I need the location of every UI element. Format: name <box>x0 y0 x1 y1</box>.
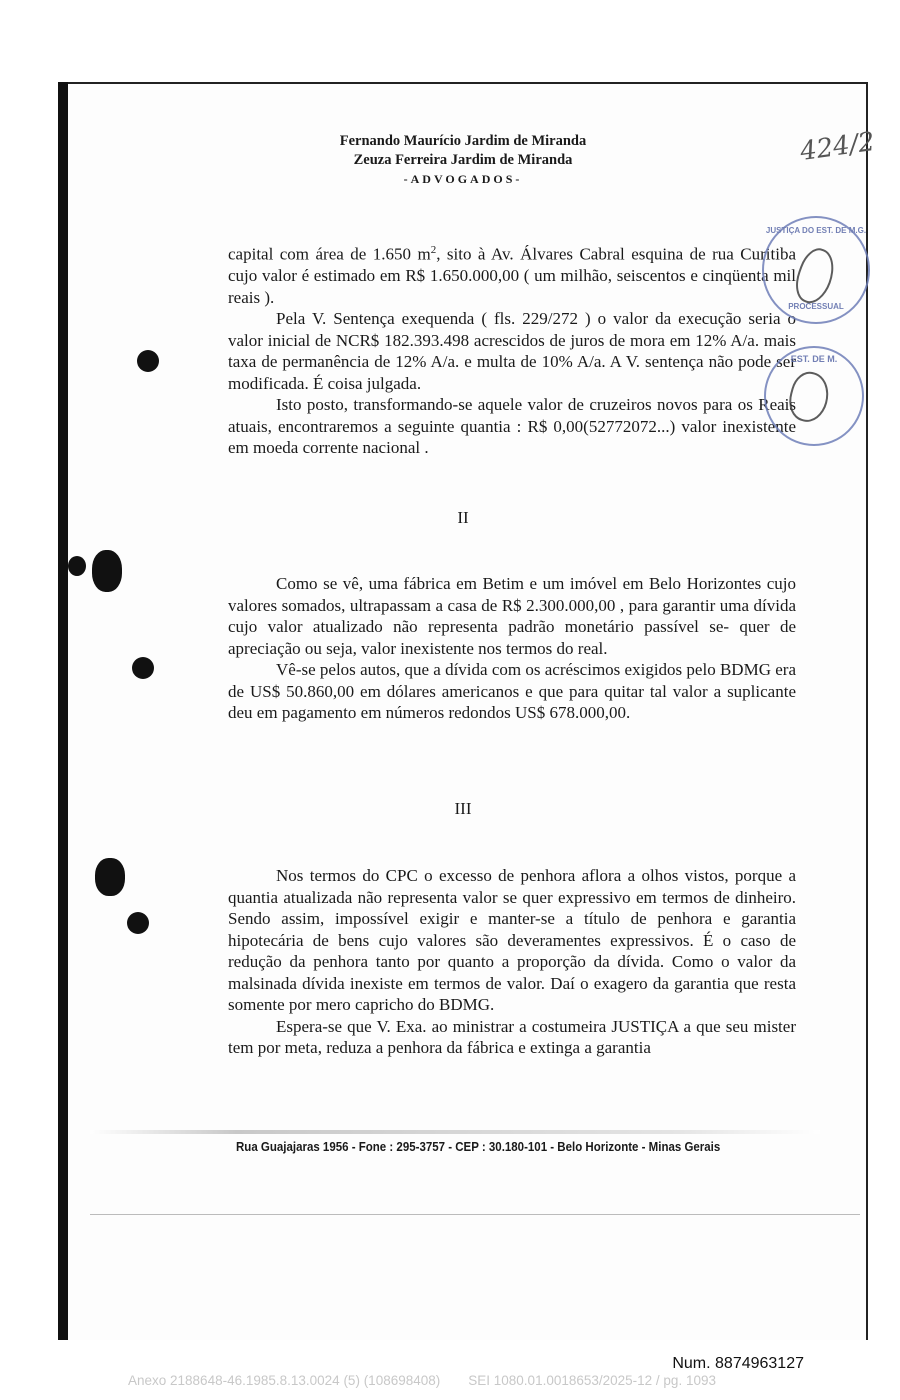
lawyer-name-2: Zeuza Ferreira Jardim de Miranda <box>353 152 573 168</box>
punch-hole <box>95 858 125 896</box>
court-seal-stamp: JUSTIÇA DO EST. DE M.G. PROCESSUAL <box>762 216 870 324</box>
document-number: Num. 8874963127 <box>672 1355 804 1372</box>
footer-divider <box>90 1214 860 1215</box>
document-reference <box>128 1373 716 1388</box>
page-left-edge <box>58 82 68 1340</box>
section-numeral-ii: II <box>457 508 469 527</box>
lawyer-name-1: Fernando Maurício Jardim de Miranda <box>339 133 587 149</box>
punch-hole <box>68 556 86 576</box>
footer-divider <box>90 1130 820 1134</box>
section-1 <box>228 240 796 459</box>
paragraph: Como se vê, uma fábrica em Betim e um imóvel em Belo Horizontes cujo valores somados, ultrapassam a casa de R$ 2.300.000,00 , para garantir uma dívida cujo valor atualizado não representa padrão monetário passível se- quer de apreciação ou seja, valor inexistente nos termos do real. <box>228 574 796 658</box>
court-seal-stamp: EST. DE M. <box>764 346 864 446</box>
paragraph: Pela V. Sentença exequenda ( fls. 229/272 ) o valor da execução seria o valor inicial de NCR$ 182.393.498 acrescidos de juros de mora em 12% A/a. mais taxa de permanência de 12% A/a. e multa de 10% A/a. A V. sentença não pode ser modificada. É coisa julgada. <box>228 309 796 393</box>
punch-hole <box>92 550 122 592</box>
punch-hole <box>127 912 149 934</box>
paragraph: Espera-se que V. Exa. ao ministrar a costumeira JUSTIÇA a que seu mister tem por meta, reduza a penhora da fábrica e extinga a garantia <box>228 1016 796 1057</box>
section-2 <box>228 573 796 724</box>
paragraph: Nos termos do CPC o excesso de penhora aflora a olhos vistos, porque a quantia atualizada não representa valor se quer expressivo em termos de dinheiro. Sendo assim, impossível exigir e manter-se a título de penhora e garantia hipotecária de bens cujo valores são deveramentes expressivos. É o caso de redução da penhora tanto por quanto a proporção da dívida. Como o valor da malsinada dívida inexiste em termos de valor. Daí o exagero da garantia que resta somente por mero capricho do BDMG. <box>228 866 796 1014</box>
footer-address: Rua Guajajaras 1956 - Fone : 295-3757 - CEP : 30.180-101 - Belo Horizonte - Minas Gerais <box>236 1140 721 1154</box>
anexo-reference: Anexo 2188648-46.1985.8.13.0024 (5) (108698408) <box>128 1373 441 1388</box>
lawyers-title: -ADVOGADOS- <box>403 172 523 186</box>
section-numeral-iii: III <box>454 799 472 818</box>
handwritten-page-number: 424/2 <box>798 126 877 168</box>
paragraph: Isto posto, transformando-se aquele valor de cruzeiros novos para os Reais atuais, encontraremos a seguinte quantia : R$ 0,00(52772072...) valor inexistente em moeda corrente nacional . <box>228 395 796 458</box>
letterhead <box>58 132 868 188</box>
section-3 <box>228 865 796 1059</box>
paragraph: Vê-se pelos autos, que a dívida com os acréscimos exigidos pelo BDMG era de US$ 50.860,00 em dólares americanos e que para quitar tal valor a suplicante deu em pagamento em números redondos US$ 678.000,00. <box>228 660 796 722</box>
paragraph: capital com área de 1.650 $m^2$, sito à Av. Álvares Cabral esquina de rua Curitiba cujo valor é estimado em R$ 1.650.000,00 ( um milhão, seiscentos e cinqüenta mil reais ). <box>228 244 797 307</box>
sei-reference: SEI 1080.01.0018653/2025-12 / pg. 1093 <box>468 1373 716 1388</box>
punch-hole <box>132 657 154 679</box>
punch-hole <box>137 350 159 372</box>
